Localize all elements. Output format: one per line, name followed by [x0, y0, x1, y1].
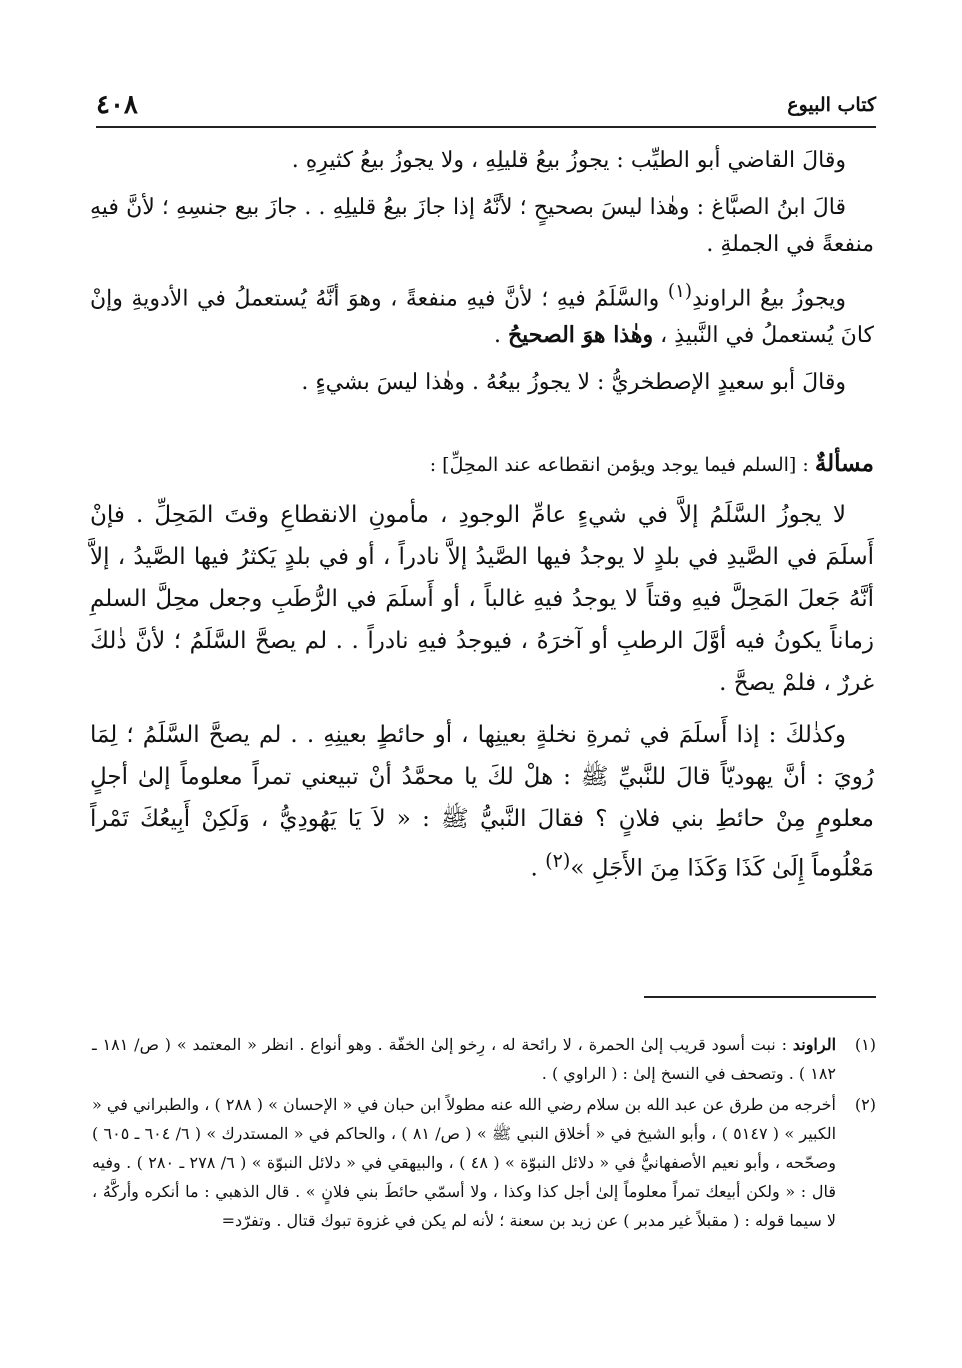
section-gap [90, 411, 874, 445]
footnote [92, 1090, 876, 1235]
footnote-ref-1: (١) [667, 281, 693, 302]
page-number: ٤٠٨ [96, 90, 138, 120]
paragraph-ibn-sabbagh: قالَ ابنُ الصبَّاغ : وهٰذا ليسَ بصحيحٍ ؛ لأنَّهُ إذا جازَ بيعُ قليلِهِ . . جازَ بيع جنسِهِ ؛ لأنَّ فيهِ منفعةً في الجملةِ . [90, 195, 874, 257]
masala-label: مسألةٌ [814, 450, 874, 478]
running-title: كتاب البيوع [787, 94, 876, 116]
footnote-term: الراوند [792, 1035, 837, 1054]
paragraph-text: والسَّلَمُ فيهِ ؛ لأنَّ فيهِ منفعةً ، وهوَ أنَّهُ يُستعملُ في الأدويةِ وإنْ كانَ يُستعملُ في النَّبيذِ ، [90, 286, 874, 349]
footnote-body: : نبت أسود قريب إلىٰ الحمرة ، لا رائحة له ، رِخو إلىٰ الخفّة . وهو أنواع . انظر « المعتمد » ( ص/ ١٨١ ـ ١٨٢ ) . وتصحف في النسخ إلىٰ : ( الراوي ) . [92, 1035, 836, 1083]
footnote-body: أخرجه من طرق عن عبد الله بن سلام رضي الله عنه مطولاً ابن حبان في « الإحسان » ( ٢٨٨ ) ، والطبراني في « الكبير » ( ٥١٤٧ ) ، وأبو الشيخ في « أخلاق النبي ﷺ » ( ص/ ٨١ ) ، والحاكم في « المستدرك » ( ٦/ ٦٠٤ ـ ٦٠٥ ) وصحّحه ، وأبو نعيم الأصفهانيُّ في « دلائل النبوّة » ( ٤٨ ) ، والبيهقي في « دلائل النبوّة » ( ٦/ ٢٧٨ ـ ٢٨٠ ) . وفيه قال : « ولكن أبيعك تمراً معلوماً إلىٰ أجل كذا وكذا ، ولا أسمّي حائطَ بني فلانٍ » . قال الذهبي : ما أنكره وأركَّهُ ، لا سيما قوله : ( مقبلاً غير مدبر ) عن زيد بن سعنة ؛ لأنه لم يكن في غزوة تبوك قتال . وتفرّد= [92, 1095, 837, 1230]
main-text [90, 142, 874, 900]
footnote-number: (٢) [854, 1095, 876, 1114]
paragraph-istakhri: وقالَ أبو سعيدٍ الإصطخريُّ : لا يجوزُ بيعُهُ . وهٰذا ليسَ بشيءٍ . [301, 370, 846, 396]
footnote-text [92, 1030, 836, 1088]
paragraph-rawand [90, 273, 874, 354]
paragraph-salam-conditions: لا يجوزُ السَّلَمُ إلاَّ في شيءٍ عامِّ الوجودِ ، مأمونِ الانقطاعِ وقتَ المَحِلِّ . فإنْ أَسلَمَ في الصَّيدِ في بلدٍ لا يوجدُ فيها الصَّيدُ إلاَّ نادراً ، أو في بلدٍ يَكثرُ فيها الصَّيدُ ، إلاَّ أنَّهُ جَعلَ المَحِلَّ فيهِ وقتاً لا يوجدُ فيهِ غالباً ، أو أَسلَمَ في الرُّطَبِ وجعل محِلَّ السلمِ زماناً يكونُ فيه أوَّلَ الرطبِ أو آخرَهُ ، فيوجدُ فيهِ نادراً . . لم يصحَّ السَّلَمُ ؛ لأنَّ ذٰلكَ غررٌ ، فلمْ يصحَّ . [90, 502, 874, 697]
paragraph-text: ويجوزُ بيعُ الراوندِ [692, 286, 846, 312]
footnotes [92, 1030, 876, 1237]
footnote-text [92, 1090, 836, 1235]
paragraph-text: . [493, 323, 508, 349]
paragraph-text: . [530, 855, 546, 882]
masala-title: : [السلم فيما يوجد ويؤمن انقطاعه عند المحِلِّ] : [429, 454, 815, 477]
masala-heading [90, 445, 874, 484]
paragraph-text: وكذٰلكَ : إذا أَسلَمَ في ثمرةِ نخلةٍ بعينِها ، أو حائطٍ بعينِهِ . . لم يصحَّ السَّلَمُ ؛ لِمَا رُويَ : أنَّ يهوديّاً قالَ للنَّبيِّ ﷺ : هلْ لكَ يا محمَّدُ أنْ تبيعني تمراً معلوماً إلىٰ أجلٍ معلومٍ مِنْ حائطِ بني فلانٍ ؟ فقالَ النَّبيُّ ﷺ : « لاَ يَا يَهُودِيُّ ، وَلَكِنْ أَبِيعُكَ تَمْراً مَعْلُوماً إِلَىٰ كَذَا وَكَذَا مِنَ الأَجَلِ » [90, 722, 874, 882]
footnote-number: (١) [854, 1035, 876, 1054]
footnote [92, 1030, 876, 1088]
page-header [96, 88, 876, 128]
paragraph-hadith [90, 714, 874, 890]
footnote-ref-2: (٢) [545, 849, 571, 873]
footnote-divider [644, 996, 876, 998]
paragraph-abu-tayyib: وقالَ القاضي أبو الطيِّب : يجوزُ بيعُ قليلِهِ ، ولا يجوزُ بيعُ كثيرِهِ . [291, 148, 846, 173]
correct-opinion-text: وهٰذا هوَ الصحيحُ [507, 322, 654, 349]
